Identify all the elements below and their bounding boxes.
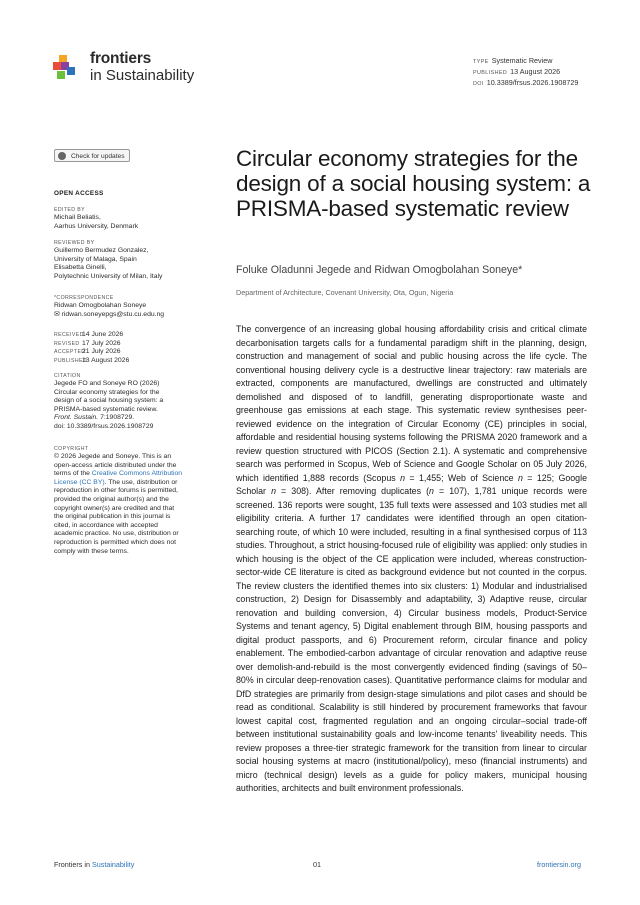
license-link[interactable]: Creative Commons Attribution License (CC BY) <box>54 470 183 486</box>
correspondence-block: *CORRESPONDENCE Ridwan Omogbolahan Soneye ✉ ridwan.soneyepgs@stu.cu.edu.ng <box>54 295 186 319</box>
copyright-block: COPYRIGHT © 2026 Jegede and Soneye. This is an open-access article distributed under the terms of the Creative Commons Attribution License (CC BY). The use, distribution or reproduction in other forums is permitted, provided the original author(s) and the copyright owner(s) are credited and that the original publication in this journal is cited, in accordance with accepted academic practice. No use, distribution or reproduction is permitted which does not comply with these terms. <box>54 446 183 555</box>
meta-type: TYPE Systematic Review <box>473 56 553 65</box>
frontiers-logo-icon <box>53 55 75 81</box>
citation-doi[interactable]: doi: 10.3389/frsus.2026.1908729 <box>54 422 154 430</box>
citation-block: CITATION Jegede FO and Soneye RO (2026) Circular economy strategies for the design of a social housing system: a PRISMA-based systematic review. Front. Sustain. 7:1908729. doi: 10.3389/frsus.2026.1908729 <box>54 373 186 432</box>
correspondence-email[interactable]: ✉ ridwan.soneyepgs@stu.cu.edu.ng <box>54 310 165 318</box>
footer-site-link[interactable]: frontiersin.org <box>537 860 581 869</box>
abstract: The convergence of an increasing global housing affordability crisis and critical climate decarbonisation targets calls for a fundamental paradigm shift in the planning, design, construction and management of social and public housing across the life cycle. The conventional housing delivery cycle is a destructive linear trajectory: raw materials are extracted, components are manufactured, dwellings are constructed and ultimately demolished and disposed of to landfill, generating disproportionate waste and greenhouse gas emissions at each stage. This systematic review synthesises peer-reviewed evidence on the integration of Circular Economy (CE) principles in social, affordable and residential housing systems following the PRISMA 2020 framework and a review question structured with PICOS (Section 2.1). A systematic and comprehensive search was performed in Scopus, Web of Science and Google Scholar on 05 July 2026, which identified 1,888 records (Scopus n = 1,455; Web of Science n = 125; Google Scholar n = 308). After removing duplicates (n = 107), 1,781 unique records were screened. 136 reports were sought, 135 full texts were assessed and 103 studies met all eligibility criteria. A further 17 candidates were identified through an open citation-searching route, of which 10 were included, resulting in a final synthesised corpus of 113 studies. Throughout, a strict housing-focused rule of eligibility was applied: only studies in which housing is the object of the CE application were included, whereas construction-sector-wide CE literature is cited as background evidence but not counted in the corpus. The review clusters the identified themes into six clusters: 1) Modular and industrialised construction, 2) Design for Disassembly and adaptability, 3) Adaptive reuse, circular renovation and building conversion, 4) Circular business models, Product-Service Systems and tenant agency, 5) Digital enablement through BIM, housing passports and digital product passports, and 6) Procurement reform, circular finance and policy enablement. The embodied-carbon advantage of circular renovation and adaptive reuse over demolish-and-rebuild is the most convergently evidenced finding (savings of 50–80% in circular deep-renovation cases). Quantitative performance claims for modular and DfD strategies are primarily from design-stage simulations and pilot cases and should be read as conditional. Scalability is still hindered by procurement frameworks that favour lowest capital cost, fragmented regulation and an ongoing circular–social trade-off between institutional sustainability goals and low-income tenants' liveability needs. This review proposes a three-tier strategic framework for the transition from linear to circular social housing systems at macro (institutional/policy), meso (financial instruments) and micro (technical design) levels as a guide for policy makers, municipal housing authorities, architects and built environment professionals. <box>236 324 587 793</box>
article-meta <box>473 56 578 89</box>
author-affiliation: Department of Architecture, Covenant University, Ota, Ogun, Nigeria <box>236 288 454 297</box>
page-number: 01 <box>313 860 321 869</box>
meta-published: PUBLISHED 13 August 2026 <box>473 67 561 76</box>
check-updates-label: Check for updates <box>71 153 125 160</box>
open-access-label: OPEN ACCESS <box>54 190 104 197</box>
reviewed-by-block: REVIEWED BY Guillermo Bermudez Gonzalez, University of Malaga, Spain Elisabetta Ginelli, Polytechnic University of Milan, Italy <box>54 240 163 280</box>
footer-journal[interactable]: Frontiers in Sustainability <box>54 860 135 869</box>
journal-brand[interactable] <box>90 50 194 85</box>
check-for-updates-button[interactable] <box>54 149 130 162</box>
article-title: Circular economy strategies for the design of a social housing system: a PRISMA-based systematic review <box>236 146 591 221</box>
mail-icon: ✉ <box>54 310 62 318</box>
update-icon <box>58 152 66 160</box>
brand-top: frontiers <box>90 50 152 67</box>
edited-by-block: EDITED BY Michail Beliatis, Aarhus University, Denmark <box>54 207 139 230</box>
brand-bottom: in Sustainability <box>90 67 195 84</box>
article-authors: Foluke Oladunni Jegede and Ridwan Omogbolahan Soneye* <box>236 264 523 276</box>
meta-doi: DOI 10.3389/frsus.2026.1908729 <box>473 78 579 87</box>
dates-block: RECEIVED14 June 2026 REVISED 17 July 2026 ACCEPTED21 July 2026 PUBLISHED13 August 2026 <box>54 331 130 364</box>
